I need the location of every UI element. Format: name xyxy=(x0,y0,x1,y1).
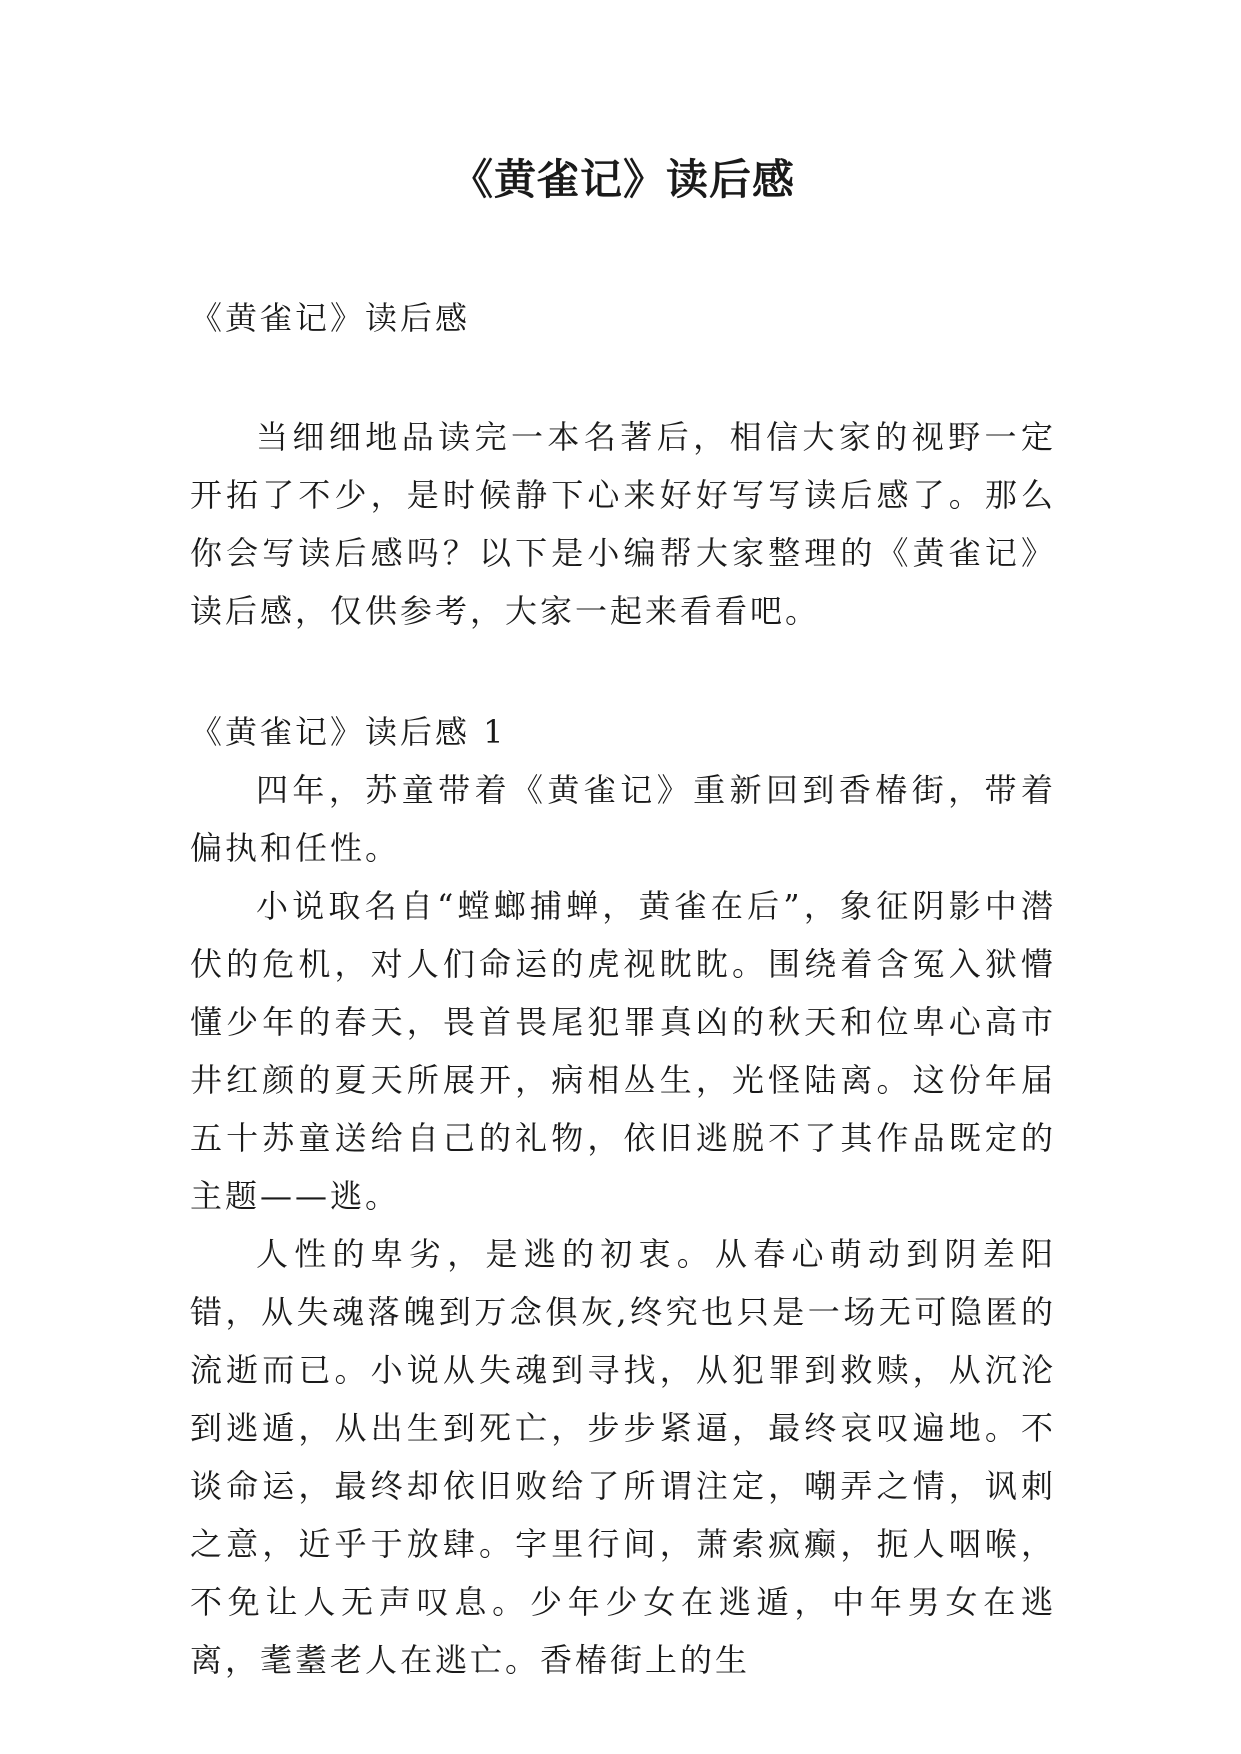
document-subtitle: 《黄雀记》读后感 xyxy=(190,299,471,337)
essay-section-1 xyxy=(190,703,1056,1689)
section-heading: 《黄雀记》读后感 1 xyxy=(190,713,507,751)
section-paragraph-2: 小说取名自“螳螂捕蝉，黄雀在后”，象征阴影中潜伏的危机，对人们命运的虎视眈眈。围绕着含冤入狱懵懂少年的春天，畏首畏尾犯罪真凶的秋天和位卑心高市井红颜的夏天所展开，病相丛生，光怪陆离。这份年届五十苏童送给自己的礼物，依旧逃脱不了其作品既定的主题——逃。 xyxy=(190,887,1056,1215)
section-paragraph-1: 四年，苏童带着《黄雀记》重新回到香椿街，带着偏执和任性。 xyxy=(190,771,1056,867)
intro-paragraph: 当细细地品读完一本名著后，相信大家的视野一定开拓了不少，是时候静下心来好好写写读后感了。那么你会写读后感吗？以下是小编帮大家整理的《黄雀记》读后感，仅供参考，大家一起来看看吧。 xyxy=(190,418,1056,630)
document-title: 《黄雀记》读后感 xyxy=(450,155,795,204)
section-paragraph-3: 人性的卑劣，是逃的初衷。从春心萌动到阴差阳错，从失魂落魄到万念俱灰,终究也只是一场无可隐匿的流逝而已。小说从失魂到寻找，从犯罪到救赎，从沉沦到逃遁，从出生到死亡，步步紧逼，最终哀叹遍地。不谈命运，最终却依旧败给了所谓注定，嘲弄之情，讽刺之意，近乎于放肆。字里行间，萧索疯癫，扼人咽喉，不免让人无声叹息。少年少女在逃遁，中年男女在逃离，耄耋老人在逃亡。香椿街上的生 xyxy=(190,1235,1056,1679)
